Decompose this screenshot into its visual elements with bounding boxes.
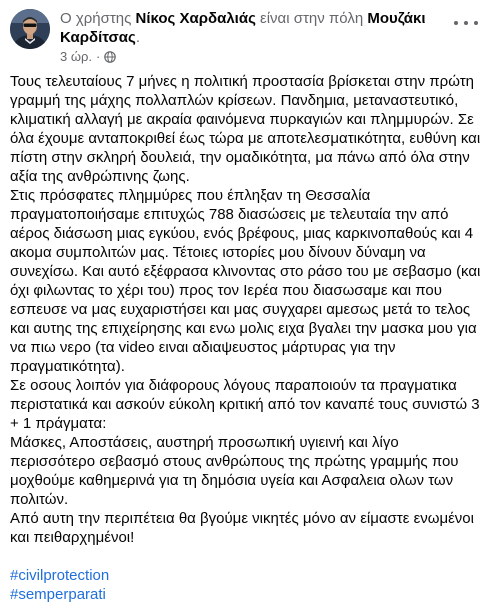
more-options-icon[interactable] — [454, 15, 478, 31]
post-time[interactable]: 3 ώρ. — [60, 49, 92, 64]
title-prefix: Ο χρήστης — [60, 10, 136, 27]
paragraph: Τους τελευταίους 7 μήνες η πολιτική προστασία βρίσκεται στην πρώτη γραμμή της μάχης πολλαπλών κρίσεων. Πανδημια, μεταναστευτικό, κλιματική αλλαγή με ακραία φαινόμενα πυρκαγιών και πλημμυρών. Σε όλα έχουμε ανταποκριθεί έως τώρα με αποτελεσματικότητα, ευθύνη και πίστη στην σκληρή δουλειά, την ομαδικότητα, μα πάνω από όλα στην αξία της ανθρώπινης ζωης. — [10, 73, 481, 185]
paragraph: Μάσκες, Αποστάσεις, αυστηρή προσωπική υγιεινή και λίγο περισσότερο σεβασμό στους ανθρώπους της πρώτης γραμμής που μοχθούμε καθημερινά για τη δημόσια υγεία και Ασφαλεια ολων των πολιτών. — [10, 434, 459, 508]
paragraph: Από αυτη την περιπέτεια θα βγούμε νικητές μόνο αν είμαστε ενωμένοι και πειθαρχημένοι! — [10, 510, 474, 546]
post-subline — [60, 49, 450, 65]
place-name[interactable]: Μουζάκι Καρδίτσας — [60, 10, 426, 46]
profile-photo — [10, 9, 50, 49]
title-suffix: . — [135, 29, 140, 46]
avatar[interactable] — [10, 9, 50, 49]
hashtag-list — [10, 566, 484, 604]
post-meta — [60, 9, 450, 65]
post-body — [10, 72, 484, 604]
paragraph: Στις πρόσφατες πλημμύρες που έπληξαν τη Θεσσαλία πραγματοποιήσαμε επιτυχώς 788 διασώσεις με τελευταία την από αέρος διάσωση μιας εγκύου, ενός βρέφους, μιας καρκινοπαθούς και 4 ακομα συμπολιτών μας. Τέτοιες ιστορίες μου δίνουν δύναμη να συνεχίσω. Και αυτό εξέφρασα κλινοντας στο ράσο του με σεβασμο (και όχι φιλωντας το χέρι του) προς τον Ιερέα που διασωσαμε και που εσπευσε να μας ευχαριστήσει και μας συγχαρει αμεσως μετά το τελος και αυτης της επιχείρησης και ενω μολις ειχα βγαλει την μασκα μου για να πιω νερο (τα video ειναι αδιαψευστος μάρτυρας για την πραγματικότητα). — [10, 187, 481, 375]
paragraph: Σε οσους λοιπόν για διάφορους λόγους παραποιούν τα πραγματικα περιστατικά και ασκούν εύκολη κριτική από τον καναπέ τους συνιστώ 3 + 1 πράγματα: — [10, 377, 480, 432]
globe-icon[interactable] — [104, 51, 116, 63]
post-title — [60, 9, 450, 47]
more-dot — [464, 21, 468, 25]
hashtag-link[interactable]: #semperparati — [10, 586, 106, 603]
more-dot — [454, 21, 458, 25]
author-name[interactable]: Νίκος Χαρδαλιάς — [135, 10, 256, 27]
more-dot — [474, 21, 478, 25]
title-mid: είναι στην πόλη — [255, 10, 368, 27]
hashtag-link[interactable]: #civilprotection — [10, 567, 110, 584]
separator-dot: · — [96, 49, 101, 64]
post-header — [10, 9, 484, 69]
